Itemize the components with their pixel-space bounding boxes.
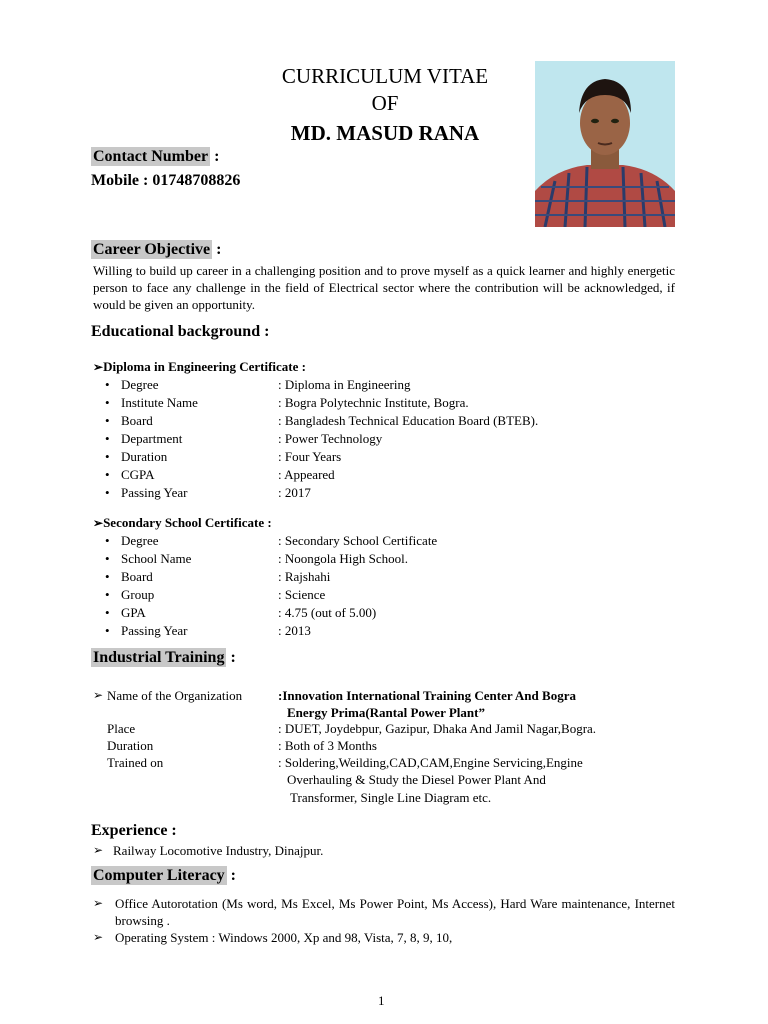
detail-value: : 4.75 (out of 5.00) [278, 605, 377, 620]
computer-item-2-text: Operating System : Windows 2000, Xp and 98, Vista, 7, 8, 9, 10, [115, 930, 453, 945]
detail-value: : Bogra Polytechnic Institute, Bogra. [278, 395, 469, 410]
detail-row [93, 395, 683, 413]
detail-label: Department [121, 431, 183, 446]
training-trained-value-2: Overhauling & Study the Diesel Power Plant And [287, 772, 546, 787]
computer-item-1-text: Office Autorotation (Ms word, Ms Excel, Ms Power Point, Ms Access), Hard Ware maintenance, Internet browsing . [115, 896, 675, 928]
training-org-value-2: Energy Prima(Rantal Power Plant” [287, 705, 485, 720]
detail-row [93, 551, 683, 569]
profile-photo [535, 61, 675, 227]
detail-value: : Rajshahi [278, 569, 331, 584]
bullet-icon: • [105, 605, 110, 620]
bullet-icon: • [105, 413, 110, 428]
detail-label: School Name [121, 551, 192, 566]
detail-value: : Science [278, 587, 326, 602]
detail-label: Passing Year [121, 623, 188, 638]
experience-heading: Experience : [91, 822, 177, 839]
detail-value: : Diploma in Engineering [278, 377, 411, 392]
experience-item [93, 843, 683, 861]
training-trained-row-2 [93, 772, 683, 790]
computer-heading: Computer Literacy [93, 867, 225, 884]
training-trained-value: : Soldering,Weilding,CAD,CAM,Engine Servicing,Engine [278, 755, 583, 770]
detail-label: Degree [121, 377, 159, 392]
ssc-title: Secondary School Certificate : [103, 515, 272, 530]
detail-label: Board [121, 413, 153, 428]
detail-value: : Noongola High School. [278, 551, 408, 566]
training-section-heading [91, 649, 236, 667]
detail-label: Duration [121, 449, 168, 464]
cv-title: CURRICULUM VITAE [281, 64, 489, 88]
detail-value: : Four Years [278, 449, 342, 464]
diploma-heading [93, 359, 306, 375]
candidate-name: MD. MASUD RANA [290, 121, 480, 145]
detail-value: : Power Technology [278, 431, 383, 446]
bullet-icon: • [105, 569, 110, 584]
detail-row [93, 377, 683, 395]
contact-heading: Contact Number [93, 148, 209, 165]
training-heading-suffix: : [226, 649, 236, 666]
mobile-number: 01748708826 [152, 172, 241, 189]
detail-row [93, 431, 683, 449]
detail-label: Degree [121, 533, 159, 548]
detail-row [93, 449, 683, 467]
mobile-line [91, 172, 240, 190]
bullet-icon: • [105, 533, 110, 548]
portrait-image [535, 61, 675, 227]
arrow-bullet-icon: ➢ [93, 360, 104, 374]
career-section-heading [91, 241, 221, 259]
mobile-label: Mobile : [91, 172, 153, 189]
bullet-icon: • [105, 485, 110, 500]
training-place-value: : DUET, Joydebpur, Gazipur, Dhaka And Jamil Nagar,Bogra. [278, 721, 597, 736]
page-number: 1 [378, 993, 385, 1008]
detail-row [93, 485, 683, 503]
career-heading-suffix: : [212, 241, 222, 258]
bullet-icon: • [105, 467, 110, 482]
computer-item-2 [93, 930, 683, 948]
detail-row [93, 623, 683, 641]
training-org-value: :Innovation International Training Center And Bogra [278, 688, 576, 703]
detail-value: : 2017 [278, 485, 311, 500]
detail-value: : Secondary School Certificate [278, 533, 438, 548]
bullet-icon: • [105, 431, 110, 446]
detail-label: GPA [121, 605, 146, 620]
detail-value: : Bangladesh Technical Education Board (BTEB). [278, 413, 539, 428]
detail-row [93, 533, 683, 551]
experience-text: Railway Locomotive Industry, Dinajpur. [113, 843, 324, 858]
bullet-icon: • [105, 587, 110, 602]
training-trained-value-3: Transformer, Single Line Diagram etc. [290, 790, 492, 805]
computer-heading-suffix: : [226, 867, 236, 884]
cv-title-of: OF [371, 91, 399, 115]
ssc-heading [93, 515, 272, 531]
bullet-icon: • [105, 623, 110, 638]
detail-value: : Appeared [278, 467, 335, 482]
detail-label: Passing Year [121, 485, 188, 500]
training-trained-row-3 [93, 790, 683, 808]
training-org-label: Name of the Organization [107, 688, 243, 703]
bullet-icon: • [105, 395, 110, 410]
education-heading: Educational background : [91, 323, 270, 340]
training-duration-row [93, 738, 683, 756]
computer-section-heading [91, 867, 236, 885]
diploma-title: Diploma in Engineering Certificate : [103, 359, 306, 374]
training-place-row [93, 721, 683, 739]
detail-value: : 2013 [278, 623, 311, 638]
detail-label: Board [121, 569, 153, 584]
training-duration-label: Duration [107, 738, 154, 753]
training-trained-label: Trained on [107, 755, 164, 770]
detail-row [93, 605, 683, 623]
training-organization-row [93, 688, 683, 706]
detail-row [93, 467, 683, 485]
training-duration-value: : Both of 3 Months [278, 738, 377, 753]
bullet-icon: • [105, 551, 110, 566]
detail-label: Institute Name [121, 395, 198, 410]
arrow-bullet-icon: ➢ [93, 843, 104, 857]
training-place-label: Place [107, 721, 136, 736]
contact-heading-suffix: : [210, 148, 220, 165]
computer-item-1 [93, 895, 675, 929]
career-objective-text: Willing to build up career in a challenging position and to prove myself as a quick learner and highly energetic person to face any challenge in the field of Electrical sector where the contribution will be acknowledged, if would be given an opportunity. [93, 263, 675, 312]
arrow-bullet-icon: ➢ [93, 896, 104, 910]
detail-label: Group [121, 587, 155, 602]
bullet-icon: • [105, 377, 110, 392]
career-heading: Career Objective [93, 241, 211, 258]
detail-row [93, 413, 683, 431]
detail-row [93, 569, 683, 587]
arrow-bullet-icon: ➢ [93, 688, 104, 702]
bullet-icon: • [105, 449, 110, 464]
arrow-bullet-icon: ➢ [93, 930, 104, 944]
training-heading: Industrial Training [93, 649, 225, 666]
detail-label: CGPA [121, 467, 155, 482]
training-trained-row [93, 755, 683, 773]
arrow-bullet-icon: ➢ [93, 516, 104, 530]
contact-section-heading [91, 148, 219, 166]
detail-row [93, 587, 683, 605]
